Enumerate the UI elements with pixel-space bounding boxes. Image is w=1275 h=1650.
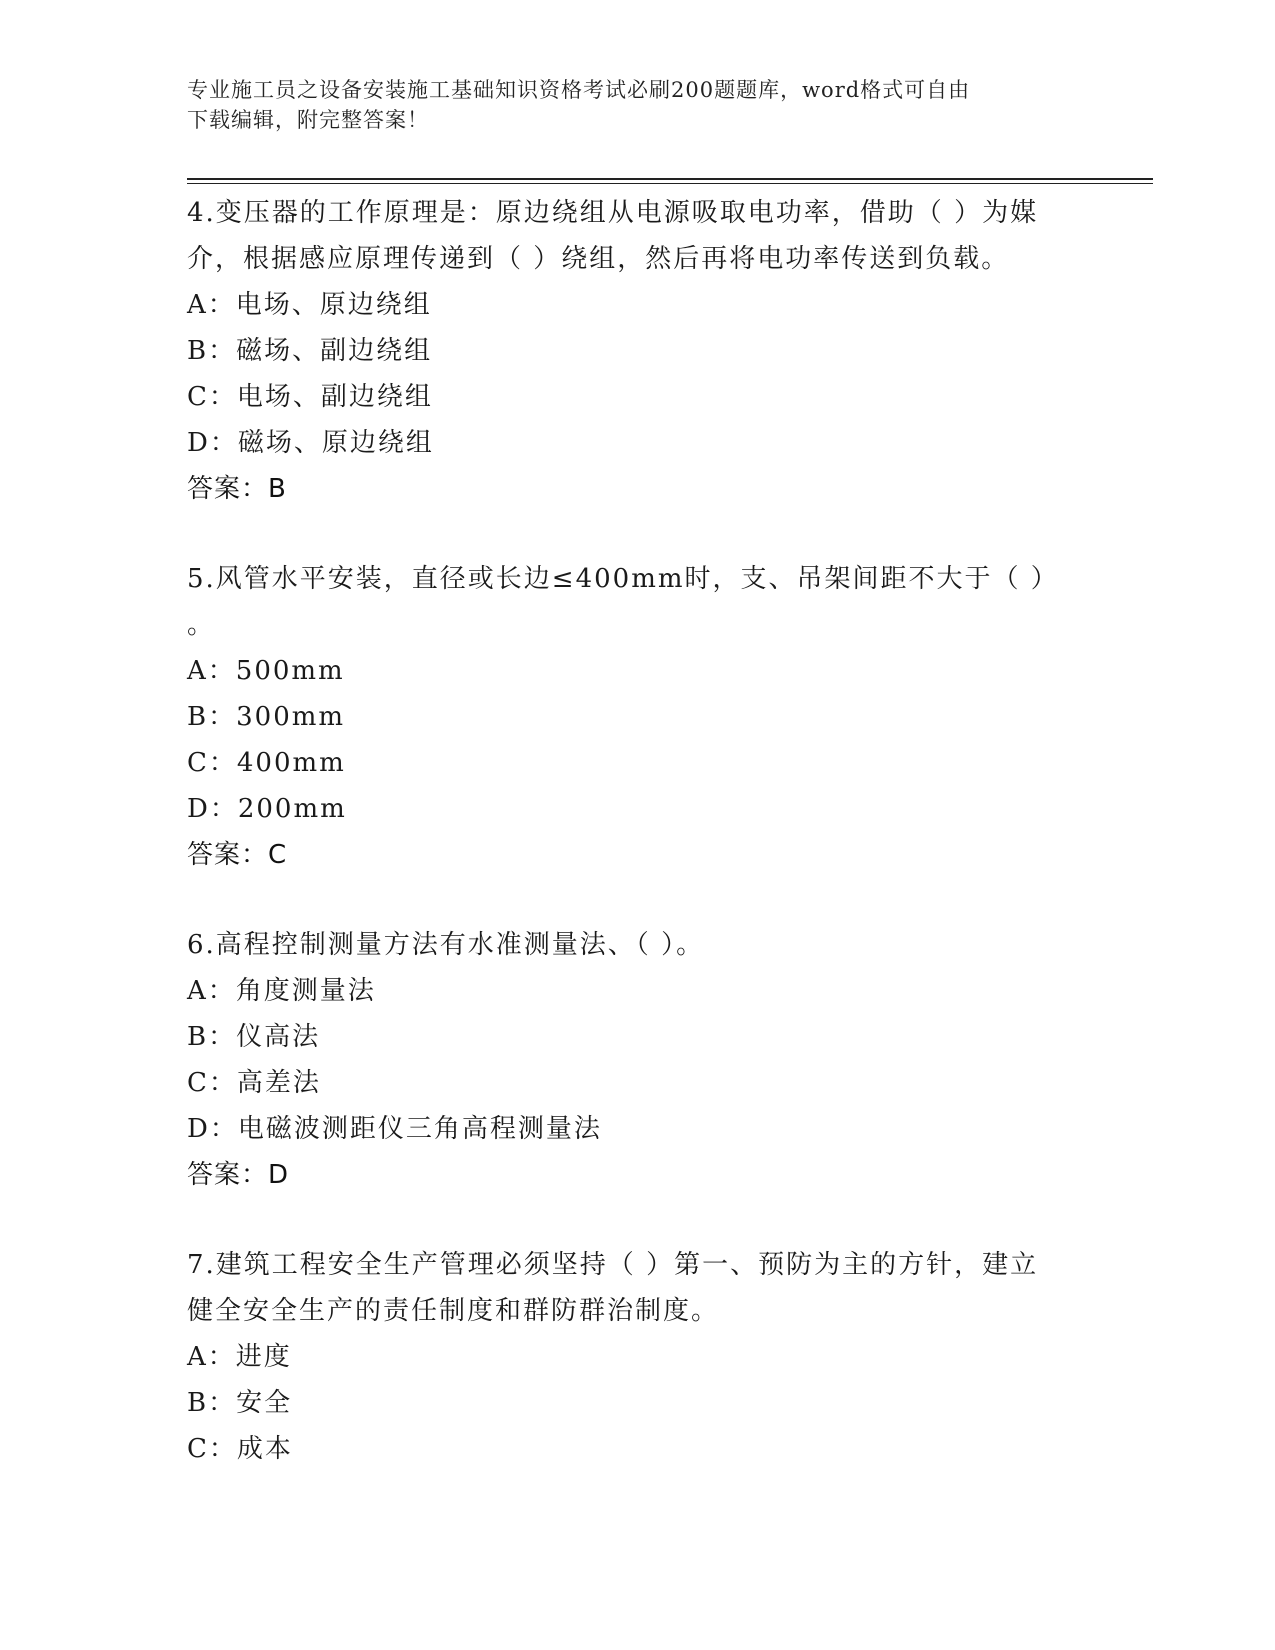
option-a: A：500mm (187, 656, 345, 686)
option-a: A：角度测量法 (187, 976, 376, 1006)
question-text: 。 (187, 610, 214, 640)
question-text: 5.风管水平安装，直径或长边≤400mm时，支、吊架间距不大于（ ） (187, 564, 1059, 594)
question-text: 7.建筑工程安全生产管理必须坚持（ ）第一、预防为主的方针，建立 (187, 1250, 1039, 1280)
header-rule-thin (187, 183, 1153, 184)
option-c: C：高差法 (187, 1068, 321, 1098)
option-b: B：磁场、副边绕组 (187, 336, 433, 366)
question-7 (187, 1242, 1087, 1472)
option-d: D：200mm (187, 794, 347, 824)
answer: 答案：D (187, 1160, 290, 1190)
document-header (187, 75, 1087, 135)
option-c: C：成本 (187, 1434, 293, 1464)
question-text: 4.变压器的工作原理是：原边绕组从电源吸取电功率，借助（ ）为媒 (187, 198, 1039, 228)
option-d: D：磁场、原边绕组 (187, 428, 434, 458)
option-a: A：电场、原边绕组 (187, 290, 432, 320)
option-d: D：电磁波测距仪三角高程测量法 (187, 1114, 602, 1144)
option-b: B：安全 (187, 1388, 293, 1418)
option-c: C：400mm (187, 748, 346, 778)
question-text: 6.高程控制测量方法有水准测量法、（ ）。 (187, 930, 705, 960)
question-6 (187, 922, 1087, 1198)
answer: 答案：C (187, 840, 288, 870)
header-rule-thick (187, 178, 1153, 180)
question-list (187, 190, 1087, 1472)
question-4 (187, 190, 1087, 512)
answer: 答案：B (187, 474, 287, 504)
header-line-1: 专业施工员之设备安装施工基础知识资格考试必刷200题题库，word格式可自由 (187, 78, 971, 102)
question-text: 介，根据感应原理传递到（ ）绕组，然后再将电功率传送到负载。 (187, 244, 1010, 274)
option-c: C：电场、副边绕组 (187, 382, 433, 412)
option-b: B：300mm (187, 702, 346, 732)
question-5 (187, 556, 1087, 878)
header-line-2: 下载编辑，附完整答案！ (187, 108, 429, 132)
option-b: B：仪高法 (187, 1022, 321, 1052)
question-text: 健全安全生产的责任制度和群防群治制度。 (187, 1296, 720, 1326)
option-a: A：进度 (187, 1342, 292, 1372)
